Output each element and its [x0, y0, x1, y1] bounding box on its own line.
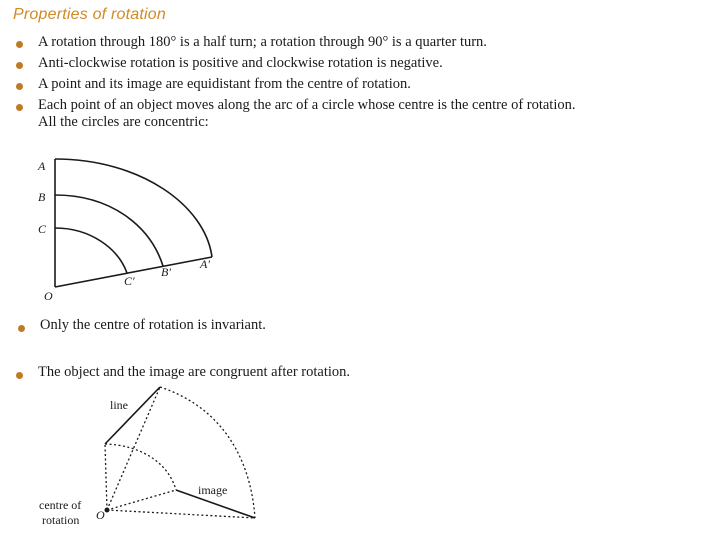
construction-line: [107, 490, 176, 510]
bullet-text-1: A rotation through 180° is a half turn; a rotation through 90° is a quarter turn.: [38, 34, 487, 50]
page-title: Properties of rotation: [13, 6, 166, 23]
label-b: B: [38, 190, 46, 204]
bullet-text-6: The object and the image are congruent after rotation.: [38, 364, 351, 380]
construction-line: [105, 444, 107, 510]
arc-outer-dashed: [160, 387, 255, 518]
construction-line: [107, 510, 255, 518]
arc-inner-dashed: [105, 444, 176, 490]
object-line: [105, 387, 160, 444]
bullet-text-2: Anti-clockwise rotation is positive and clockwise rotation is negative.: [38, 55, 443, 71]
label-c-image: C′: [124, 274, 135, 288]
label-centre-o: O: [96, 508, 105, 522]
bullet-text-4-continuation: All the circles are concentric:: [38, 114, 209, 130]
bullet-text-5: Only the centre of rotation is invariant.: [40, 317, 266, 333]
centre-point: [105, 508, 110, 513]
bullet-text-4: Each point of an object moves along the arc of a circle whose centre is the centre of rotation.: [38, 97, 576, 113]
bullet-text-3: A point and its image are equidistant from the centre of rotation.: [38, 76, 411, 92]
label-a: A: [38, 159, 46, 173]
label-c: C: [38, 222, 47, 236]
label-image: image: [198, 483, 228, 497]
label-o: O: [44, 289, 53, 303]
label-line: line: [110, 398, 128, 412]
label-a-image: A′: [200, 257, 210, 271]
label-rotation: rotation: [42, 513, 80, 527]
label-b-image: B′: [161, 265, 171, 279]
label-centre-of: centre of: [39, 498, 82, 512]
